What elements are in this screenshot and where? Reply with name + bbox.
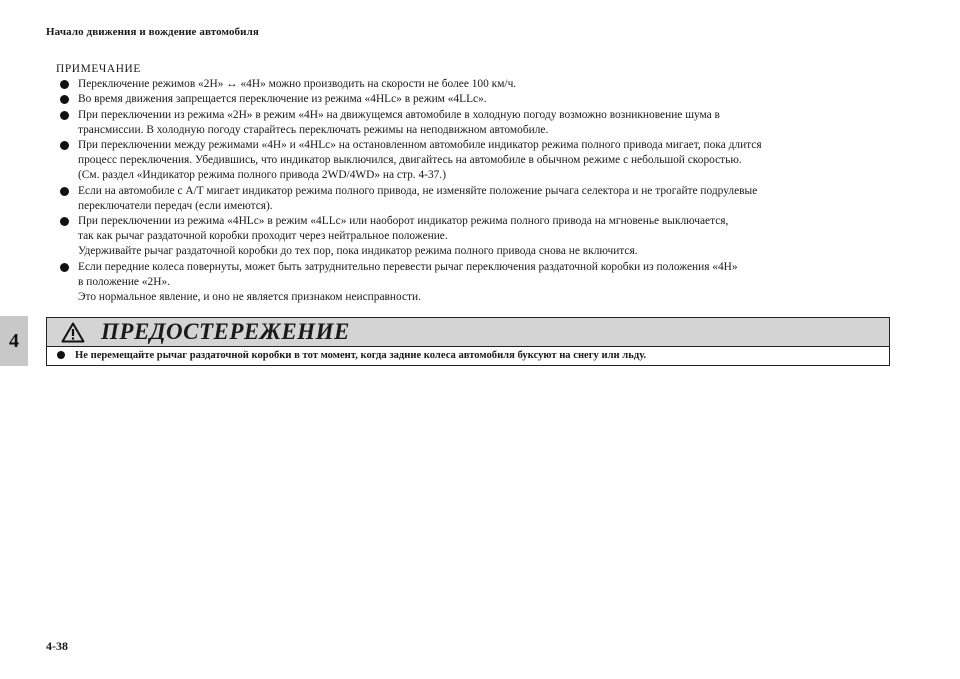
- note-bullet-line: Это нормальное явление, и оно не является признаком неисправности.: [78, 291, 421, 304]
- bullet-icon: [60, 187, 69, 196]
- note-bullet-item: [56, 77, 906, 92]
- chapter-tab: 4: [0, 316, 28, 366]
- bullet-icon: [60, 95, 69, 104]
- warning-box: [46, 317, 890, 366]
- note-bullet-line: При переключении из режима «4HLc» в режим «4LLc» или наоборот индикатор режима полного привода на мгновенье выключается,: [78, 215, 729, 228]
- note-bullet-line: процесс переключения. Убедившись, что индикатор выключился, двигайтесь на автомобиле в обычном режиме с небольшой скоростью.: [78, 154, 742, 167]
- note-bullet-line: Если передние колеса повернуты, может быть затруднительно перевести рычаг переключения раздаточной коробки из положения «4H»: [78, 260, 738, 273]
- note-bullet-line: Переключение режимов «2H» ↔ «4H» можно производить на скорости не более 100 км/ч.: [78, 78, 517, 91]
- note-bullet-line: При переключении из режима «2H» в режим «4H» на движущемся автомобиле в холодную погоду возможно возникновение шума в: [78, 108, 720, 121]
- note-bullet-line: При переключении между режимами «4H» и «4HLc» на остановленном автомобиле индикатор режима полного привода мигает, пока длится: [78, 139, 762, 152]
- bullet-icon: [60, 80, 69, 89]
- note-section: [56, 62, 906, 305]
- bullet-icon: [60, 141, 69, 150]
- note-bullet-item: [56, 108, 906, 138]
- bullet-icon: [60, 263, 69, 272]
- note-title: ПРИМЕЧАНИЕ: [56, 63, 141, 75]
- note-bullet-line: Во время движения запрещается переключение из режима «4HLc» в режим «4LLc».: [78, 93, 487, 106]
- note-bullet-line: Удерживайте рычаг раздаточной коробки до тех пор, пока индикатор режима полного привода снова не включится.: [78, 245, 638, 258]
- note-bullet-item: [56, 260, 906, 306]
- warning-triangle-icon: [61, 322, 85, 343]
- note-bullet-line: в положение «2H».: [78, 275, 170, 288]
- note-bullet-line: трансмиссии. В холодную погоду старайтесь переключать режимы на неподвижном автомобиле.: [78, 123, 549, 136]
- note-bullet-item: [56, 92, 906, 107]
- bullet-icon: [60, 111, 69, 120]
- bullet-icon: [57, 351, 65, 359]
- warning-header: [47, 318, 889, 347]
- note-bullet-item: [56, 138, 906, 184]
- note-bullet-line: Если на автомобиле с A/T мигает индикатор режима полного привода, не изменяйте положение рычага селектора и не трогайте подрулевые: [78, 184, 758, 197]
- page-header: Начало движения и вождение автомобиля: [46, 26, 259, 38]
- note-bullet-item: [56, 214, 906, 260]
- note-bullet-item: [56, 184, 906, 214]
- note-bullet-line: так как рычаг раздаточной коробки проходит через нейтральное положение.: [78, 230, 448, 243]
- note-bullet-line: переключатели передач (если имеются).: [78, 199, 273, 212]
- note-bullet-line: (См. раздел «Индикатор режима полного привода 2WD/4WD» на стр. 4-37.): [78, 169, 447, 182]
- warning-text: Не перемещайте рычаг раздаточной коробки в тот момент, когда задние колеса автомобиля буксуют на снегу или льду.: [75, 350, 647, 361]
- warning-item: [47, 347, 889, 364]
- warning-title: ПРЕДОСТЕРЕЖЕНИЕ: [101, 319, 350, 344]
- page-number: 4-38: [46, 639, 68, 653]
- bullet-icon: [60, 217, 69, 226]
- note-bullet-list: [56, 77, 906, 305]
